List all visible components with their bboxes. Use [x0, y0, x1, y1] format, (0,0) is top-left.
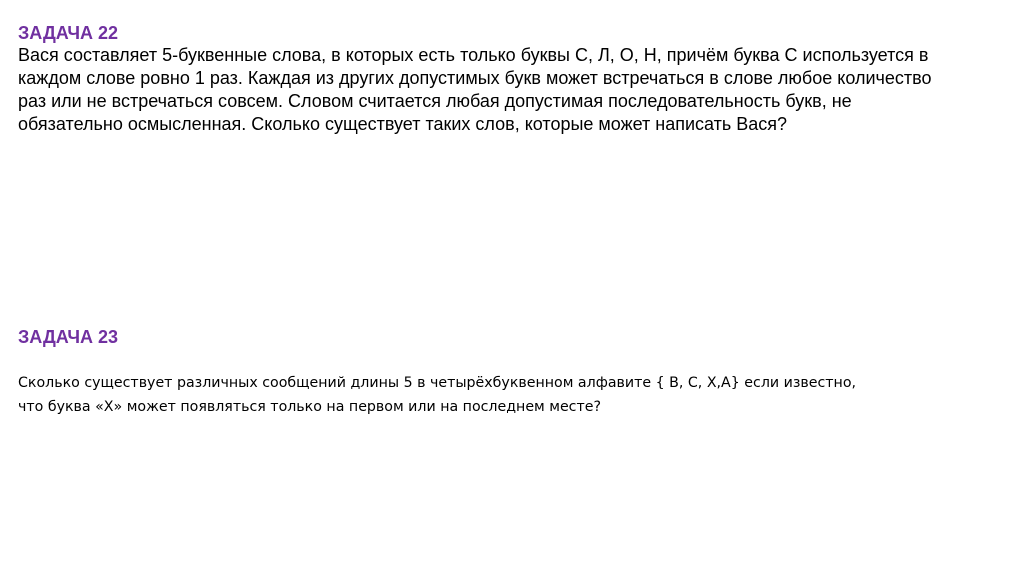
task-23-block — [18, 326, 1008, 415]
task-23-title: ЗАДАЧА 23 — [18, 327, 119, 347]
task-23-line: что буква «Х» может появляться только на первом или на последнем месте? — [18, 399, 602, 415]
task-22-line: Вася составляет 5-буквенные слова, в которых есть только буквы С, Л, О, Н, причём буква С используется в — [18, 45, 929, 65]
task-22-text — [18, 44, 1008, 136]
task-22-line: обязательно осмысленная. Сколько существует таких слов, которые может написать Вася? — [18, 114, 788, 134]
task-23-line: Сколько существует различных сообщений длины 5 в четырёхбуквенном алфавите { В, С, Х,А} если известно, — [18, 375, 857, 391]
task-23-text — [18, 371, 1008, 419]
task-22-block — [18, 22, 1008, 136]
task-22-title: ЗАДАЧА 22 — [18, 23, 119, 43]
task-22-line: каждом слове ровно 1 раз. Каждая из других допустимых букв может встречаться в слове любое количество — [18, 68, 932, 88]
task-22-line: раз или не встречаться совсем. Словом считается любая допустимая последовательность букв, не — [18, 91, 852, 111]
